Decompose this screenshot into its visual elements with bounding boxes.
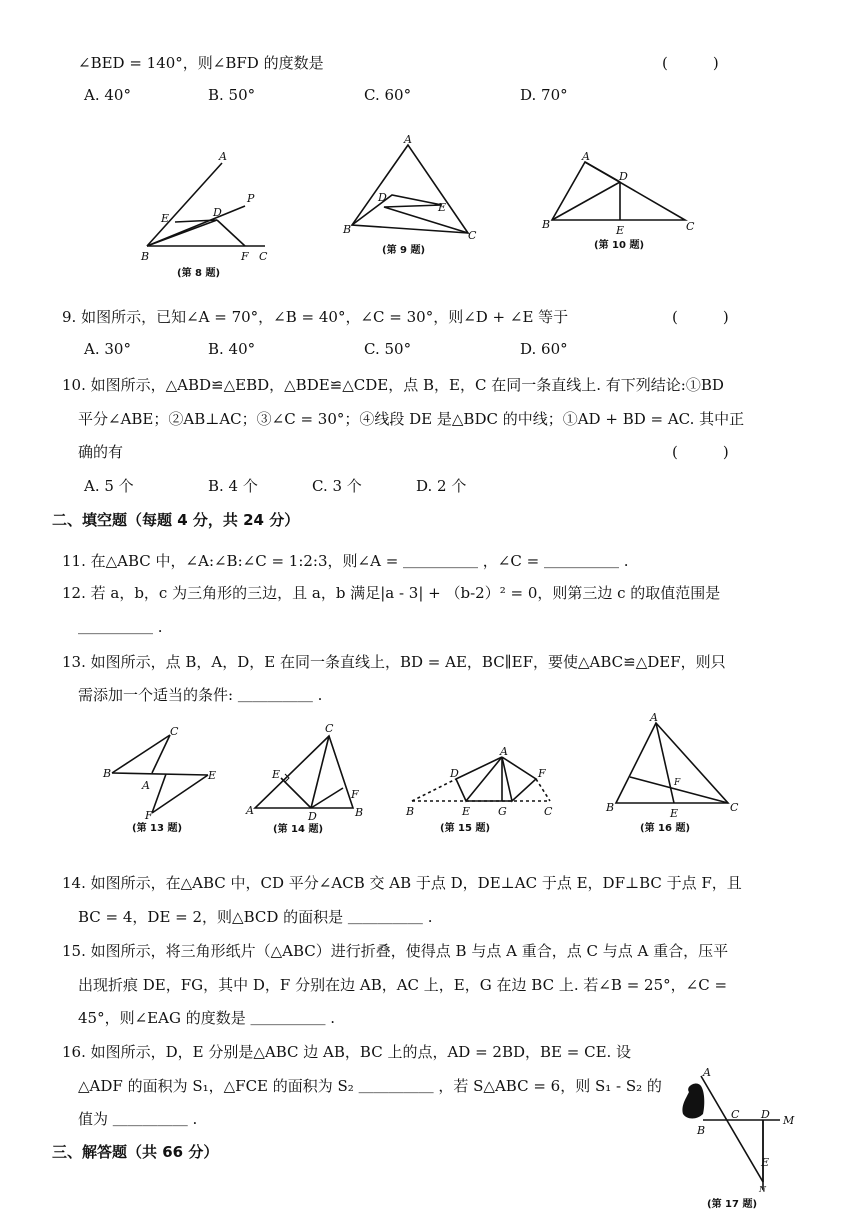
q9-option-c: C. 50° [364,340,412,358]
fig17-label-n: N [759,1185,766,1194]
fig10-label-c: C [686,220,695,233]
q10-option-a: A. 5 个 [84,477,134,495]
fig8-label-p: P [247,192,255,205]
fig16-label-b: B [606,801,615,814]
q12-line2: ＿＿＿＿＿ . [78,618,163,636]
fig14-label-a: A [246,804,254,817]
fig13-label-b: B [103,767,112,780]
fig16-label-a: A [650,711,658,724]
fig14-label-f: F [351,788,359,801]
section-2-heading: 二、填空题（每题 4 分，共 24 分） [52,511,300,529]
figure-17 [675,1062,805,1212]
q8-option-c: C. 60° [364,86,412,104]
fig8-label-c: C [259,250,268,263]
fig8-label-f: F [241,250,249,263]
fig8-caption: (第 8 题) [177,268,221,279]
figure-14 [245,722,370,838]
q9-option-a: A. 30° [84,340,131,358]
fig8-label-a: A [219,150,227,163]
q15-line3: 45°，则∠EAG 的度数是 ＿＿＿＿＿ . [78,1009,335,1027]
figure-8 [135,150,275,285]
fig9-label-a: A [404,133,412,146]
fig15-caption: (第 15 题) [440,823,491,834]
q10-line1: 10. 如图所示，△ABD≌△EBD，△BDE≌△CDE，点 B，E，C 在同一条直线上. 有下列结论:①BD [62,376,724,394]
fig13-caption: (第 13 题) [132,823,183,834]
fig17-label-a: A [703,1066,711,1079]
fig14-label-c: C [325,722,334,735]
fig13-label-f: F [145,809,153,822]
q9-option-b: B. 40° [208,340,256,358]
fig15-label-b: B [406,805,415,818]
fig16-label-f: F [674,778,681,788]
q16-line2: △ADF 的面积为 S₁，△FCE 的面积为 S₂ ＿＿＿＿＿ ，若 S△ABC = 6，则 S₁ - S₂ 的 [78,1077,662,1095]
fig16-caption: (第 16 题) [640,823,691,834]
fig17-ink-blot [682,1084,704,1119]
fig8-label-b: B [141,250,150,263]
fig15-label-c: C [544,805,553,818]
section-3-heading: 三、解答题（共 66 分） [52,1143,219,1161]
fig10-label-a: A [582,150,590,163]
fig9-label-d: D [378,191,387,204]
figure-16 [600,713,750,838]
fig13-label-c: C [170,725,179,738]
fig14-caption: (第 14 题) [273,824,324,835]
fig13-label-a: A [142,779,150,792]
q10-line3: 确的有 [78,443,124,461]
fig17-label-d: D [761,1108,770,1121]
q16-line1: 16. 如图所示，D，E 分别是△ABC 边 AB，BC 上的点，AD = 2BD，BE = CE. 设 [62,1043,632,1061]
q14-line2: BC = 4，DE = 2，则△BCD 的面积是 ＿＿＿＿＿ . [78,908,433,926]
fig17-label-m: M [783,1114,795,1127]
fig13-label-e: E [208,769,217,782]
fig15-label-d: D [450,767,459,780]
fig15-label-e: E [462,805,471,818]
fig9-label-c: C [468,229,477,242]
fig8-label-d: D [213,206,222,219]
figure-9 [340,135,480,260]
q9-option-d: D. 60° [520,340,568,358]
fig14-label-b: B [355,806,364,819]
q8-answer-paren: ( ) [662,54,719,72]
q8-stem-tail: ∠BED = 140°，则∠BFD 的度数是 [78,54,324,72]
fig15-label-a: A [500,745,508,758]
fig15-label-f: F [538,767,546,780]
fig8-label-e: E [161,212,170,225]
fig10-caption: (第 10 题) [594,240,645,251]
fig9-label-e: E [438,201,447,214]
q10-option-b: B. 4 个 [208,477,258,495]
fig17-caption: (第 17 题) [707,1199,758,1210]
fig14-label-d: D [308,810,317,823]
q10-answer-paren: ( ) [672,443,729,461]
q15-line2: 出现折痕 DE，FG，其中 D，F 分别在边 AB，AC 上，E，G 在边 BC 上. 若∠B = 25°，∠C = [78,976,728,994]
fig10-label-b: B [542,218,551,231]
fig16-label-e: E [670,807,679,820]
q13-line1: 13. 如图所示，点 B，A，D，E 在同一条直线上，BD = AE，BC∥EF，要使△ABC≌△DEF，则只 [62,653,726,671]
fig9-caption: (第 9 题) [382,245,426,256]
fig17-label-c: C [731,1108,740,1121]
fig14-label-e: E [272,768,281,781]
q8-option-a: A. 40° [84,86,131,104]
q14-line1: 14. 如图所示，在△ABC 中，CD 平分∠ACB 交 AB 于点 D，DE⊥AC 于点 E，DF⊥BC 于点 F，且 [62,874,742,892]
fig17-label-e: E [761,1156,770,1169]
q12-line1: 12. 若 a，b，c 为三角形的三边，且 a，b 满足|a - 3| + （b-2）² = 0，则第三边 c 的取值范围是 [62,584,721,602]
q13-line2: 需添加一个适当的条件: ＿＿＿＿＿ . [78,686,323,704]
q9-answer-paren: ( ) [672,308,729,326]
q10-option-d: D. 2 个 [416,477,467,495]
figure-13 [100,725,225,837]
q11-text: 11. 在△ABC 中，∠A:∠B:∠C = 1:2:3，则∠A = ＿＿＿＿＿ ，∠C = ＿＿＿＿＿ . [62,552,629,570]
fig9-label-b: B [343,223,352,236]
fig10-label-e: E [616,224,625,237]
q8-option-b: B. 50° [208,86,256,104]
fig15-label-g: G [498,805,507,818]
q8-option-d: D. 70° [520,86,568,104]
q10-line2: 平分∠ABE；②AB⊥AC；③∠C = 30°；④线段 DE 是△BDC 的中线；①AD + BD = AC. 其中正 [78,410,745,428]
q10-option-c: C. 3 个 [312,477,362,495]
q9-text: 9. 如图所示，已知∠A = 70°，∠B = 40°，∠C = 30°，则∠D + ∠E 等于 [62,308,569,326]
figure-10 [540,150,700,255]
figure-15 [400,743,560,838]
fig17-label-b: B [697,1124,706,1137]
fig16-label-c: C [730,801,739,814]
q16-line3: 值为 ＿＿＿＿＿ . [78,1110,198,1128]
fig10-label-d: D [619,170,628,183]
q15-line1: 15. 如图所示，将三角形纸片（△ABC）进行折叠，使得点 B 与点 A 重合，点 C 与点 A 重合，压平 [62,942,729,960]
